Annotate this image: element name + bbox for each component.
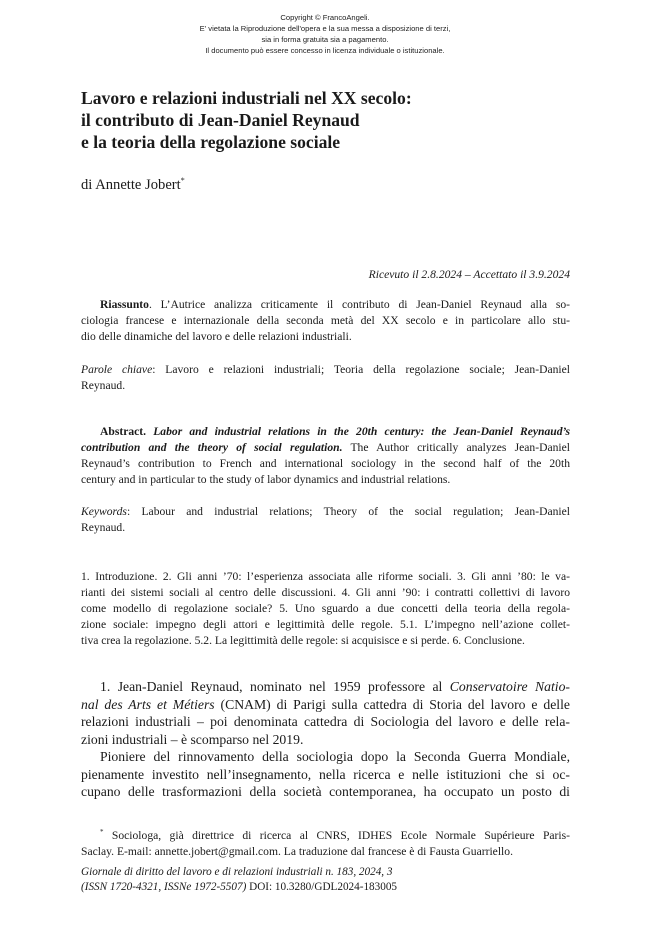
keywords-text: : Labour and industrial relations; Theory of the social regulation; Jean-Daniel xyxy=(126,505,570,518)
riassunto-label: Riassunto xyxy=(100,298,149,311)
author-footnote-mark: * xyxy=(180,176,185,185)
footnote-text: Saclay. E-mail: annette.jobert@gmail.com. La traduzione dal francese è di Fausta Guarriello. xyxy=(81,844,513,858)
received-accepted-dates: Ricevuto il 2.8.2024 – Accettato il 3.9.2024 xyxy=(368,268,570,281)
parole-chiave-block xyxy=(81,362,570,394)
riassunto-text: dio delle dinamiche del lavoro e delle relazioni industriali. xyxy=(81,330,352,344)
body-line: zioni industriali – è scomparso nel 2019. xyxy=(81,731,304,747)
keywords-block xyxy=(81,504,570,536)
abstract-block xyxy=(81,424,570,488)
parole-chiave-text: : Lavoro e relazioni industriali; Teoria della regolazione sociale; Jean-Daniel xyxy=(152,363,570,376)
copyright-line: Copyright © FrancoAngeli. xyxy=(280,13,370,22)
riassunto-text: . L’Autrice analizza criticamente il contributo di Jean-Daniel Reynaud alla so- xyxy=(148,298,570,311)
body-text-run: 1. Jean-Daniel Reynaud, nominato nel 1959 professore al xyxy=(100,679,450,694)
title-line: e la teoria della regolazione sociale xyxy=(81,132,341,152)
riassunto-text: ciologia francese e internazionale della seconda metà del XX secolo e in particolare allo stu- xyxy=(81,314,570,328)
abstract-text: The Author critically analyzes Jean-Daniel xyxy=(342,441,570,455)
copyright-notice xyxy=(0,12,650,56)
body-line: pienamente investito nell’insegnamento, nella ricerca e nelle istituzioni che si oc- xyxy=(81,766,570,782)
article-title xyxy=(81,87,581,153)
toc-line: 1. Introduzione. 2. Gli anni ’70: l’esperienza associata alle riforme sociali. 3. Gli anni ’80: le va- xyxy=(81,570,570,583)
journal-doi: DOI: 10.3280/GDL2024-183005 xyxy=(246,881,398,893)
body-text xyxy=(81,678,570,801)
footnote-text: Sociologa, già direttrice di ricerca al CNRS, IDHES Ecole Normale Supérieure Paris- xyxy=(103,828,570,842)
author-byline xyxy=(81,172,185,194)
abstract-label: Abstract. xyxy=(100,425,147,438)
parole-chiave-text: Reynaud. xyxy=(81,379,126,393)
title-line: Lavoro e relazioni industriali nel XX secolo: xyxy=(81,88,412,108)
abstract-title: Labor and industrial relations in the 20th century: the Jean-Daniel Reynaud’s xyxy=(146,425,570,438)
journal-line: Giornale di diritto del lavoro e di relazioni industriali n. 183, 2024, 3 xyxy=(81,866,393,878)
body-line: Pioniere del rinnovamento della sociologia dopo la Seconda Guerra Mondiale, xyxy=(100,749,570,764)
keywords-text: Reynaud. xyxy=(81,521,126,535)
toc-line: come modello di regolazione sociale? 5. Uno sguardo a due concetti della teoria della regola- xyxy=(81,602,570,616)
institution-name: Conservatoire Natio- xyxy=(449,679,570,694)
abstract-text: Reynaud’s contribution to French and international sociology in the second half of the 20th xyxy=(81,457,570,471)
parole-chiave-label: Parole chiave xyxy=(81,363,153,376)
toc-line: zione sociale: impegno degli attori e legittimità delle regole. 5.1. L’impegno nell’azione collet- xyxy=(81,618,570,632)
keywords-label: Keywords xyxy=(81,505,127,518)
abstract-text: century and in particular to the study of labor dynamics and industrial relations. xyxy=(81,473,451,487)
title-line: il contributo di Jean-Daniel Reynaud xyxy=(81,110,360,130)
copyright-line: sia in forma gratuita sia a pagamento. xyxy=(261,35,389,44)
institution-name: nal des Arts et Métiers xyxy=(81,696,215,712)
toc-line: tiva crea la regolazione. 5.2. La legittimità delle regole: si acquisisce e si perde. 6. Conclusione. xyxy=(81,634,525,648)
abstract-title: contribution and the theory of social regulation. xyxy=(81,441,343,455)
footnote-mark: * xyxy=(100,828,104,836)
body-line: cupano delle trasformazioni della società contemporanea, ha occupato un posto di xyxy=(81,784,570,799)
riassunto-block xyxy=(81,297,570,345)
body-text-run: (CNAM) di Parigi sulla cattedra di Storia del lavoro e delle xyxy=(214,696,570,712)
table-of-contents xyxy=(81,569,570,649)
body-line: relazioni industriali – poi denominata cattedra di Sociologia del lavoro e delle rela- xyxy=(81,714,570,729)
copyright-line: Il documento può essere concesso in licenza individuale o istituzionale. xyxy=(205,46,445,55)
journal-issn: (ISSN 1720-4321, ISSNe 1972-5507) xyxy=(81,881,247,893)
copyright-line: E' vietata la Riproduzione dell'opera e la sua messa a disposizione di terzi, xyxy=(199,24,451,33)
author-name: di Annette Jobert xyxy=(81,177,181,193)
footnote xyxy=(81,824,570,860)
toc-line: rianti dei sistemi sociali al centro delle discussioni. 4. Gli anni ’90: i contratti collettivi di lavoro xyxy=(81,586,570,600)
journal-citation xyxy=(81,865,570,895)
